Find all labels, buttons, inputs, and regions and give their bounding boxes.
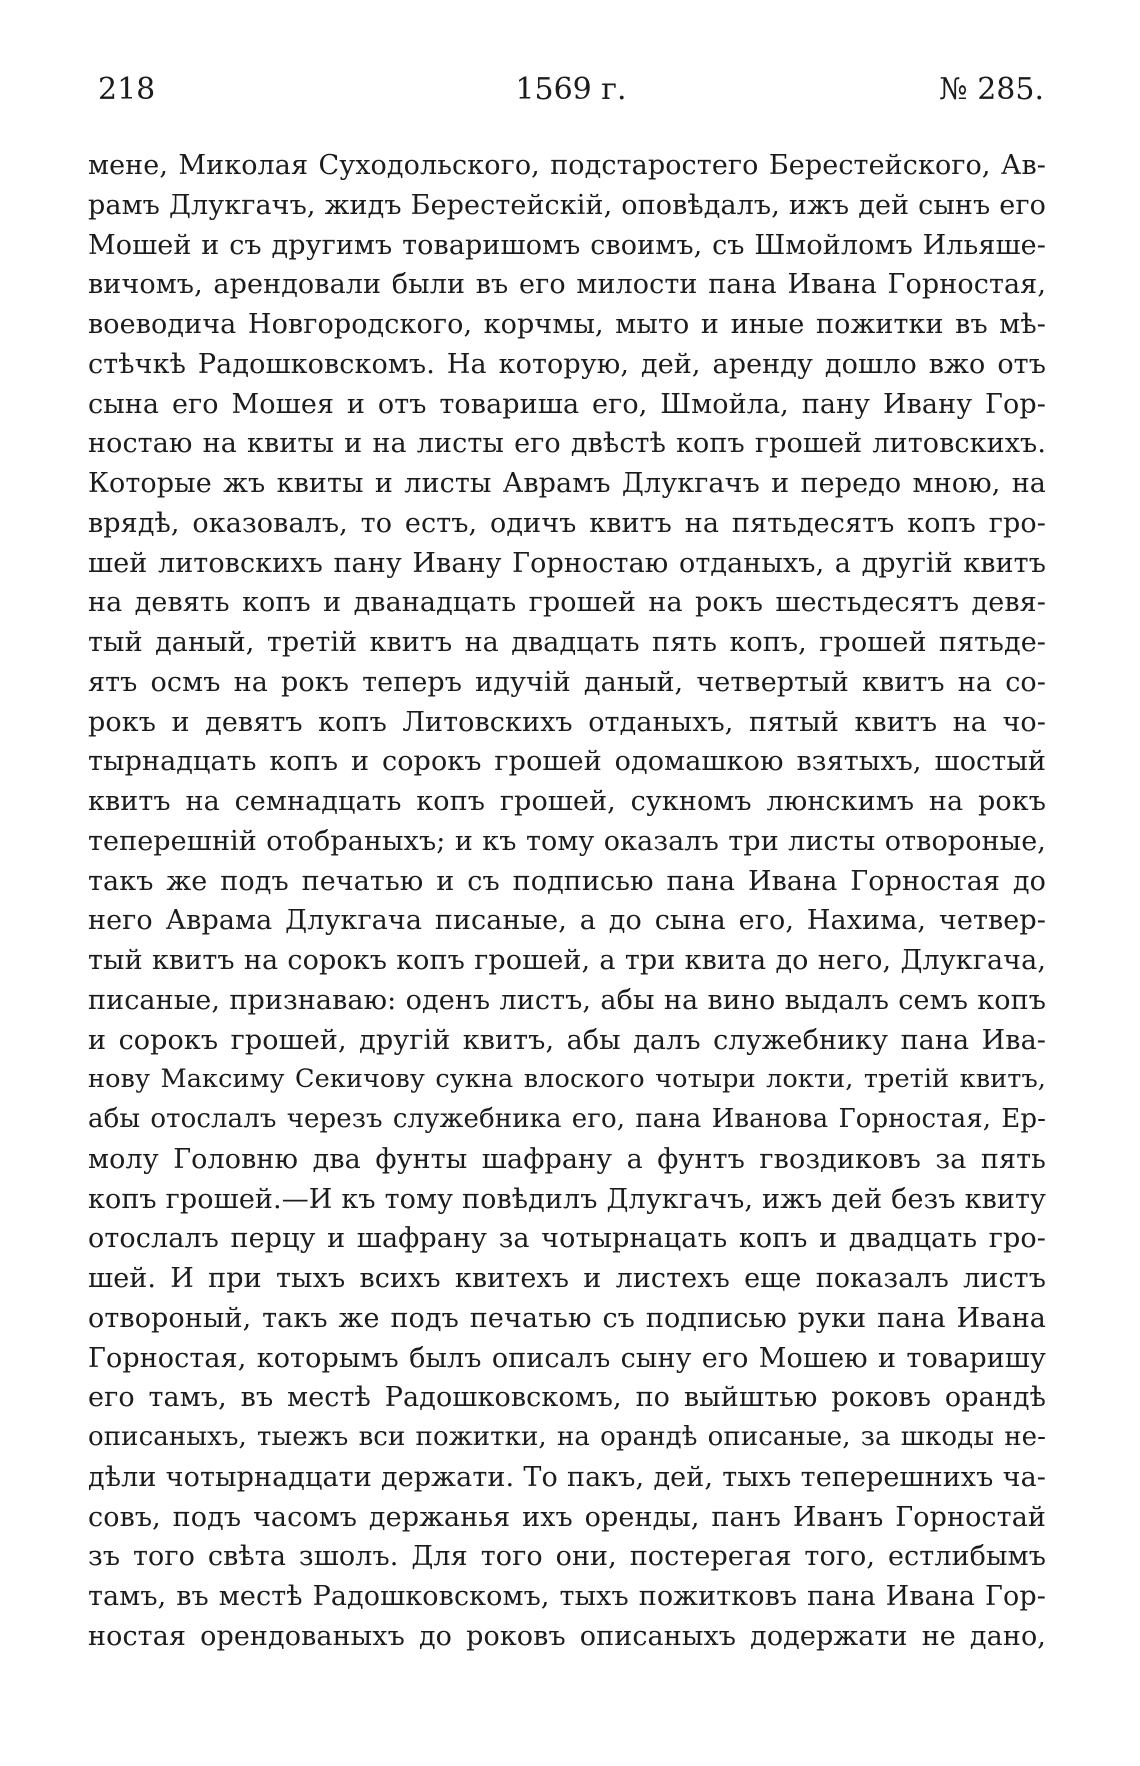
text-line: абы отослалъ черезъ служебника его, пана Иванова Горностая, Ер- (88, 1104, 1046, 1134)
text-line: тырнадцать копъ и сорокъ грошей одомашкою взятыхъ, шостый (88, 746, 1046, 778)
text-line: ятъ осмъ на рокъ теперъ идучій даный, четвертый квитъ на со- (88, 666, 1046, 698)
text-line: шей литовскихъ пану Ивану Горностаю отданыхъ, а другій квитъ (88, 547, 1046, 579)
text-line: отослалъ перцу и шафрану за чотырнацать копъ и двадцать гро- (88, 1223, 1046, 1255)
text-line: мене, Миколая Суходольского, подстаростего Берестейского, Ав- (88, 150, 1046, 181)
text-line: молу Головню два фунты шафрану а фунтъ гвоздиковъ за пять (88, 1143, 1046, 1175)
text-line: такъ же подъ печатью и съ подписью пана Ивана Горностая до (88, 865, 1046, 897)
text-line: копъ грошей.—И къ тому повѣдилъ Длукгачъ, ижъ дей безъ квиту (88, 1183, 1046, 1215)
text-line: шей. И при тыхъ всихъ квитехъ и листехъ еще показалъ листъ (88, 1263, 1046, 1294)
text-line: описаныхъ, тыежъ вси пожитки, на орандѣ описаные, за шкоды не- (88, 1422, 1046, 1452)
text-line: на девять копъ и дванадцать грошей на рокъ шестьдесятъ девя- (88, 587, 1046, 619)
text-line: ностая орендованыхъ до роковъ описаныхъ додержати не дано, (88, 1620, 1046, 1652)
page-number: 218 (98, 72, 156, 107)
text-line: нову Максиму Секичову сукна влоского чотыри локти, третій квитъ, (88, 1064, 1046, 1095)
text-line: и сорокъ грошей, другій квитъ, абы далъ служебнику пана Ива- (88, 1024, 1046, 1056)
text-line: него Аврама Длукгача писаные, а до сына его, Нахима, четвер- (88, 905, 1046, 937)
text-line: его тамъ, въ местѣ Радошковскомъ, по выйштью роковъ орандѣ (88, 1382, 1046, 1414)
text-line: дѣли чотырнадцати держати. То пакъ, дей, тыхъ теперешнихъ ча- (88, 1461, 1046, 1493)
text-line: стѣчкѣ Радошковскомъ. На которую, дей, аренду дошло вжо отъ (88, 348, 1046, 380)
text-line: квитъ на семнадцать копъ грошей, сукномъ люнскимъ на рокъ (88, 786, 1046, 817)
text-line: воеводича Новгородского, корчмы, мыто и иные пожитки въ мѣ- (88, 309, 1046, 340)
page-header (98, 68, 1044, 112)
text-line: зъ того свѣта зшолъ. Для того они, постерегая того, естлибымъ (88, 1541, 1046, 1573)
text-line: совъ, подъ часомъ держанья ихъ оренды, панъ Иванъ Горностай (88, 1501, 1046, 1533)
text-line: Горностая, которымъ былъ описалъ сыну его Мошею и товаришу (88, 1342, 1046, 1374)
running-year: 1569 г. (515, 72, 627, 107)
text-line: вичомъ, арендовали были въ его милости пана Ивана Горностая, (88, 269, 1046, 301)
text-line: Мошей и съ другимъ товаришомъ своимъ, съ Шмойломъ Ильяше- (88, 229, 1046, 261)
text-line: рамъ Длукгачъ, жидъ Берестейскій, оповѣдалъ, ижъ дей сынъ его (88, 189, 1046, 221)
text-line: тый квитъ на сорокъ копъ грошей, а три квита до него, Длукгача, (88, 945, 1046, 976)
body-text (88, 146, 1046, 1657)
document-number: № 285. (939, 72, 1044, 107)
text-line: сына его Мошея и отъ товариша его, Шмойла, пану Ивану Гор- (88, 388, 1046, 420)
text-line: рокъ и девятъ копъ Литовскихъ отданыхъ, пятый квитъ на чо- (88, 706, 1046, 738)
text-line: ностаю на квиты и на листы его двѣстѣ копъ грошей литовскихъ. (88, 428, 1046, 460)
text-line: тый даный, третій квитъ на двадцать пять копъ, грошей пятьде- (88, 627, 1046, 658)
text-line: Которые жъ квиты и листы Аврамъ Длукгачъ и передо мною, на (88, 468, 1046, 499)
text-line: врядѣ, оказовалъ, то естъ, одичъ квитъ на пятьдесятъ копъ гро- (88, 507, 1046, 539)
text-line: теперешній отобраныхъ; и къ тому оказалъ три листы отвороные, (88, 825, 1046, 857)
text-line: отвороный, такъ же подъ печатью съ подписью руки пана Ивана (88, 1302, 1046, 1334)
text-line: тамъ, въ местѣ Радошковскомъ, тыхъ пожитковъ пана Ивана Гор- (88, 1581, 1046, 1612)
text-line: писаные, признаваю: оденъ листъ, абы на вино выдалъ семъ копъ (88, 984, 1046, 1016)
